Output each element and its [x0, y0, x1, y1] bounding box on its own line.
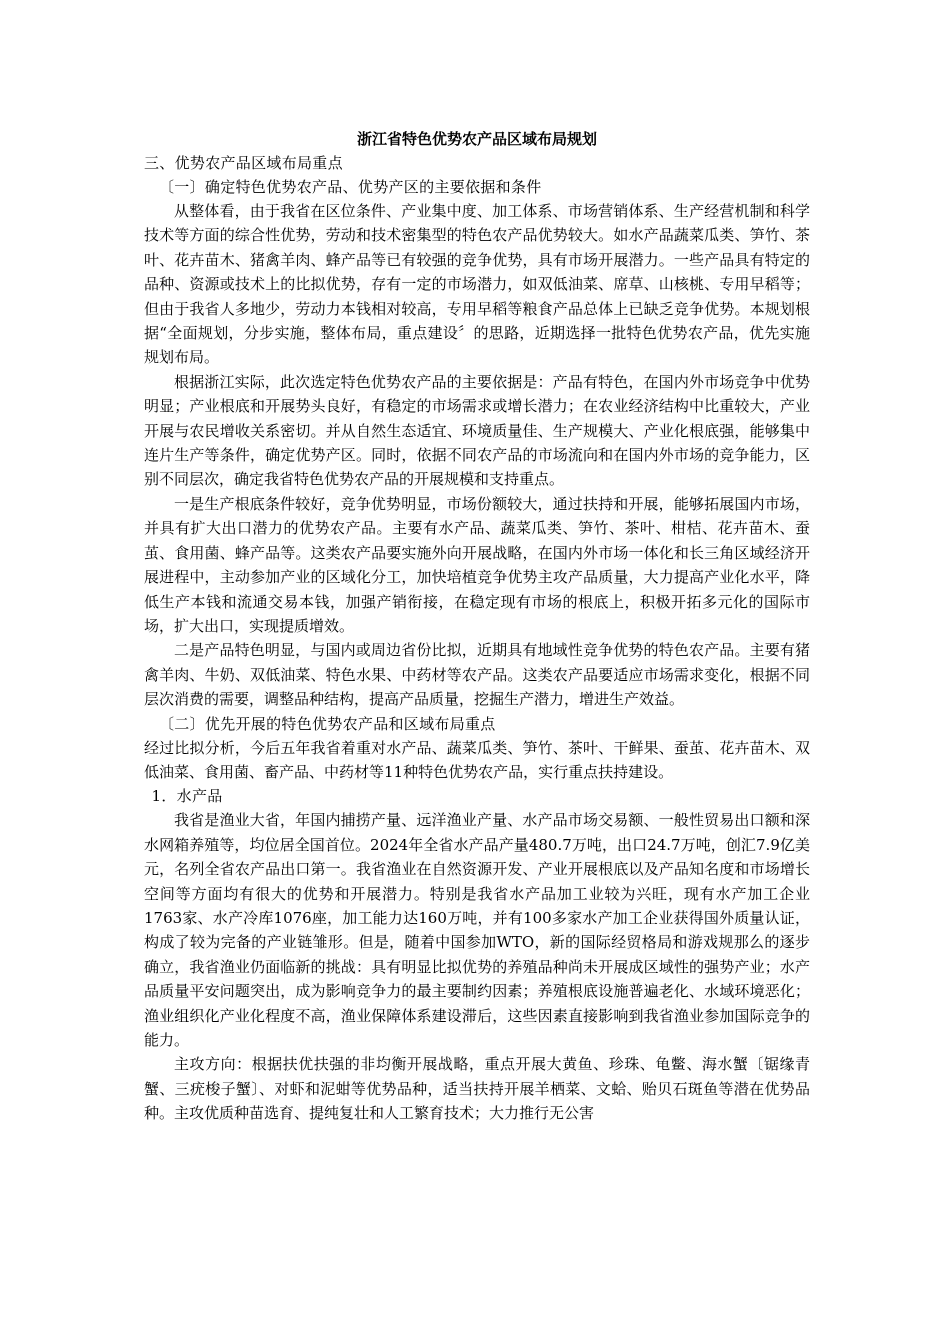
paragraph: 经过比拟分析，今后五年我省着重对水产品、蔬菜瓜类、笋竹、茶叶、干鲜果、蚕茧、花卉苗木、双低油菜、食用菌、畜产品、中药材等11种特色优势农产品，实行重点扶持建设。: [144, 738, 810, 781]
document-title: 浙江省特色优势农产品区域布局规划: [356, 130, 597, 148]
subsection-heading-2: 〔二〕优先开展的特色优势农产品和区域布局重点: [159, 714, 496, 733]
paragraph: 我省是渔业大省，年国内捕捞产量、远洋渔业产量、水产品市场交易额、一般性贸易出口额和深水网箱养殖等，均位居全国首位。2024年全省水产品产量480.7万吨，出口24.7万吨，创汇7.9亿美元，名列全省农产品出口第一。我省渔业在自然资源开发、产业开展根底以及产品知名度和市场增长空间等方面均有很大的优势和开展潜力。特别是我省水产品加工业较为兴旺，现有水产加工企业1763家、水产冷库1076座，加工能力达160万吨，并有100多家水产加工企业获得国外质量认证，构成了较为完备的产业链雏形。但是，随着中国参加WTO，新的国际经贸格局和游戏规那么的逐步确立，我省渔业仍面临新的挑战：具有明显比拟优势的养殖品种尚未开展成区域性的强势产业；水产品质量平安问题突出，成为影响竞争力的最主要制约因素；养殖根底设施普遍老化、水域环境恶化；渔业组织化产业化程度不高，渔业保障体系建设滞后，这些因素直接影响到我省渔业参加国际竞争的能力。: [144, 811, 810, 1049]
paragraph: 二是产品特色明显，与国内或周边省份比拟，近期具有地域性竞争优势的特色农产品。主要有猪禽羊肉、牛奶、双低油菜、特色水果、中药材等农产品。这类农产品要适应市场需求变化，根据不同层次消费的需要，调整品种结构，提高产品质量，挖掘生产潜力，增进生产效益。: [144, 641, 810, 709]
paragraph: 主攻方向：根据扶优扶强的非均衡开展战略，重点开展大黄鱼、珍珠、龟鳖、海水蟹〔锯缘青蟹、三疣梭子蟹〕、对虾和泥蚶等优势品种，适当扶持开展羊栖菜、文蛤、贻贝石斑鱼等潜在优势品种。主攻优质种苗选育、提纯复壮和人工繁育技术；大力推行无公害: [144, 1055, 810, 1123]
document-page: [144, 127, 810, 1126]
paragraph: 从整体看，由于我省在区位条件、产业集中度、加工体系、市场营销体系、生产经营机制和科学技术等方面的综合性优势，劳动和技术密集型的特色农产品优势较大。如水产品蔬菜瓜类、笋竹、茶叶、花卉苗木、猪禽羊肉、蜂产品等已有较强的竞争优势，具有市场开展潜力。一些产品具有特定的品种、资源或技术上的比拟优势，存有一定的市场潜力，如双低油菜、席草、山核桃、专用早稻等；但由于我省人多地少，劳动力本钱相对较高，专用早稻等粮食产品总体上已缺乏竞争优势。本规划根据“全面规划，分步实施，整体布局，重点建设〞的思路，近期选择一批特色优势农产品，优先实施规划布局。: [144, 202, 810, 367]
paragraph: 一是生产根底条件较好，竞争优势明显，市场份额较大，通过扶持和开展，能够拓展国内市场，并具有扩大出口潜力的优势农产品。主要有水产品、蔬菜瓜类、笋竹、茶叶、柑桔、花卉苗木、蚕茧、食用菌、蜂产品等。这类农产品要实施外向开展战略，在国内外市场一体化和长三角区域经济开展进程中，主动参加产业的区域化分工，加快培植竞争优势主攻产品质量，大力提高产业化水平，降低生产本钱和流通交易本钱，加强产销衔接，在稳定现有市场的根底上，积极开拓多元化的国际市场，扩大出口，实现提质增效。: [144, 494, 810, 635]
section-heading: 三、优势农产品区域布局重点: [144, 154, 343, 172]
item-heading: 1．水产品: [151, 787, 223, 806]
subsection-heading-1: 〔一〕确定特色优势农产品、优势产区的主要依据和条件: [159, 178, 542, 196]
paragraph: 根据浙江实际，此次选定特色优势农产品的主要依据是：产品有特色，在国内外市场竞争中优势明显；产业根底和开展势头良好，有稳定的市场需求或增长潜力；在农业经济结构中比重较大，产业开展与农民增收关系密切。并从自然生态适宜、环境质量佳、生产规模大、产业化根底强，能够集中连片生产等条件，确定优势产区。同时，依据不同农产品的市场流向和在国内外市场的竞争能力，区别不同层次，确定我省特色优势农产品的开展规模和支持重点。: [144, 372, 810, 489]
